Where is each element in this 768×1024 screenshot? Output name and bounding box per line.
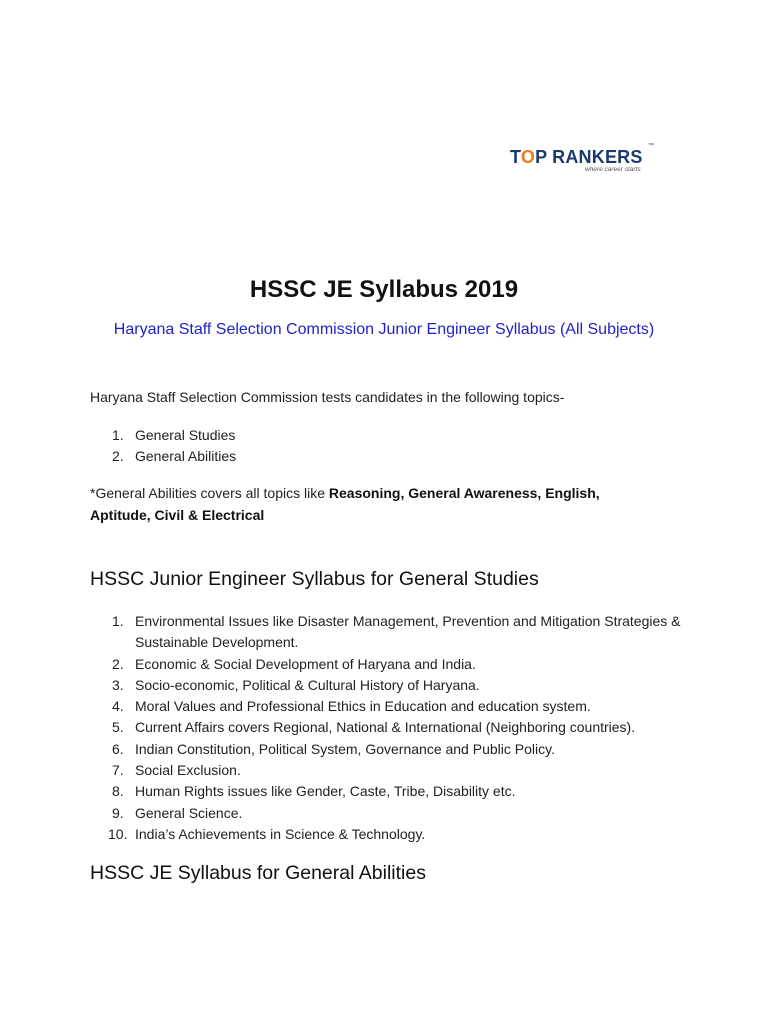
list-item-number: 2. [112, 655, 124, 672]
logo-letters-rest: P RANKERS [535, 147, 643, 167]
logo-tagline: where career starts [585, 166, 641, 173]
list-item [90, 425, 690, 446]
list-item-text: Human Rights issues like Gender, Caste, Tribe, Disability etc. [135, 783, 516, 800]
abilities-note-bold: Reasoning, General Awareness, English, Aptitude, Civil & Electrical [90, 485, 600, 523]
logo-wordmark [510, 147, 643, 168]
list-item-text: General Science. [135, 804, 243, 821]
list-item-text: General Studies [135, 427, 236, 443]
list-item-number: 5. [112, 719, 124, 736]
general-abilities-heading: HSSC JE Syllabus for General Abilities [90, 862, 426, 884]
list-item-text: India’s Achievements in Science & Technology. [135, 825, 426, 842]
list-item [90, 611, 690, 654]
abilities-note-prefix: *General Abilities covers all topics like [90, 485, 329, 501]
list-item-text: Current Affairs covers Regional, National & International (Neighboring countries). [135, 719, 636, 736]
list-item-number: 3. [112, 676, 124, 693]
list-item-number: 4. [112, 698, 124, 715]
intro-paragraph: Haryana Staff Selection Commission tests candidates in the following topics- [90, 389, 565, 405]
list-item [90, 803, 690, 824]
list-item-text: Environmental Issues like Disaster Management, Prevention and Mitigation Strategies & Sustainable Development. [135, 613, 681, 651]
general-studies-heading: HSSC Junior Engineer Syllabus for General Studies [90, 568, 539, 590]
list-item-text: Socio-economic, Political & Cultural History of Haryana. [135, 676, 480, 693]
list-item [90, 717, 690, 738]
topics-list [90, 425, 690, 468]
list-item [90, 675, 690, 696]
abilities-note [90, 483, 650, 526]
list-item-text: General Abilities [135, 448, 237, 465]
logo-letter-t: T [510, 147, 521, 167]
list-item-text: Economic & Social Development of Haryana and India. [135, 655, 476, 672]
logo-trademark: ™ [648, 143, 654, 149]
list-item-number: 10. [108, 825, 128, 842]
list-item-text: Moral Values and Professional Ethics in Education and education system. [135, 698, 591, 715]
list-item-number: 1. [112, 613, 124, 629]
top-rankers-logo [510, 143, 655, 179]
general-studies-list [90, 611, 690, 845]
list-item [90, 446, 690, 467]
list-item-number: 7. [112, 762, 124, 779]
list-item [90, 781, 690, 802]
list-item [90, 654, 690, 675]
list-item-number: 6. [112, 740, 124, 757]
list-item [90, 824, 690, 845]
page-subtitle: Haryana Staff Selection Commission Junior Engineer Syllabus (All Subjects) [113, 321, 655, 338]
list-item [90, 760, 690, 781]
list-item [90, 739, 690, 760]
logo-letter-o: O [520, 147, 536, 167]
list-item-number: 8. [112, 783, 124, 800]
page-title: HSSC JE Syllabus 2019 [249, 276, 519, 303]
list-item-text: Social Exclusion. [135, 762, 241, 779]
list-item-number: 1. [112, 427, 124, 443]
list-item [90, 696, 690, 717]
list-item-number: 2. [112, 448, 124, 465]
list-item-number: 9. [112, 804, 124, 821]
list-item-text: Indian Constitution, Political System, Governance and Public Policy. [135, 740, 555, 757]
